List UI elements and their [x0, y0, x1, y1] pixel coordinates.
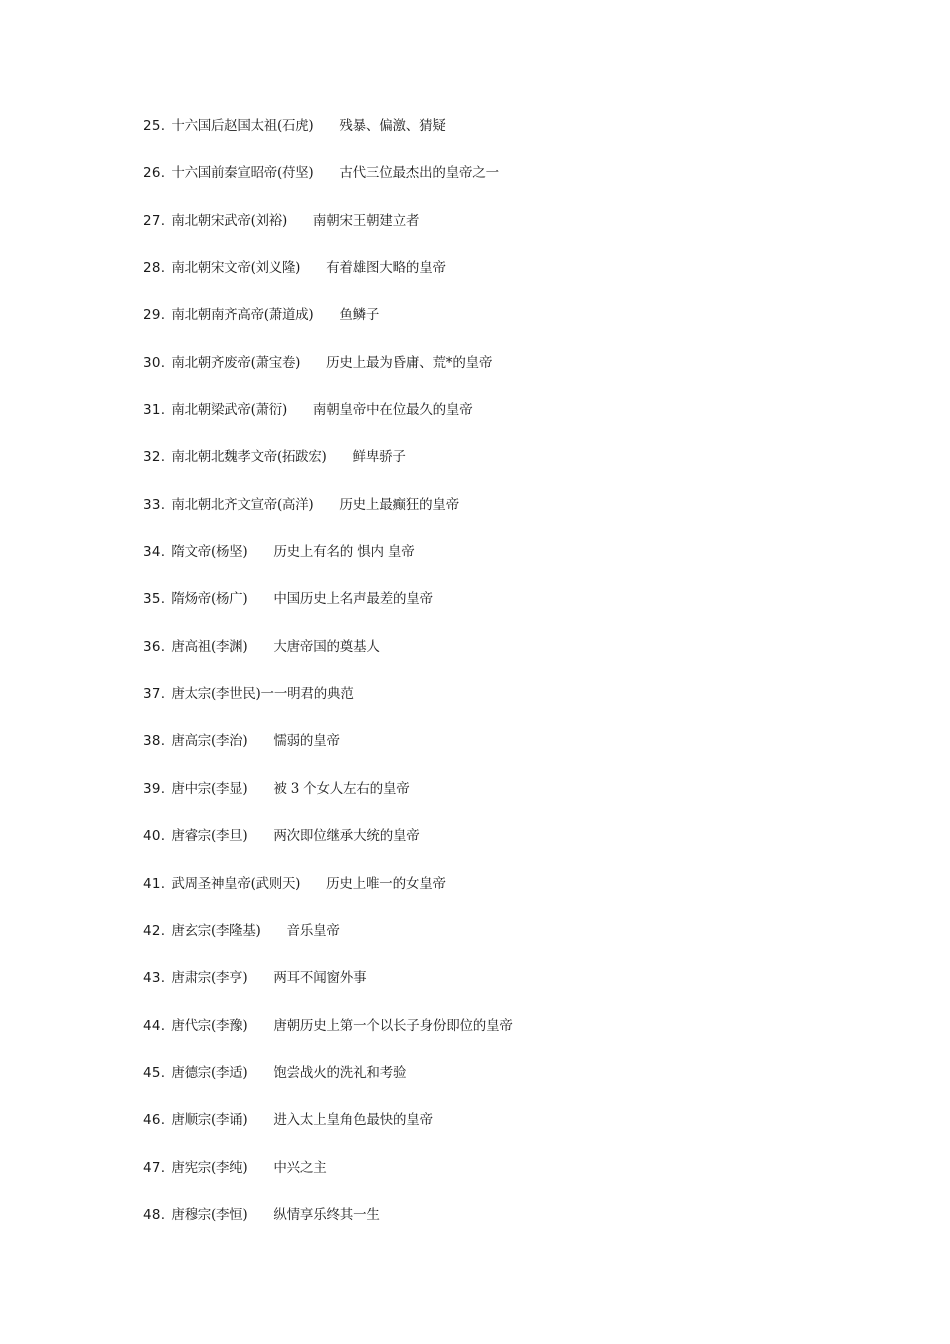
item-number: 33. [143, 496, 166, 513]
list-item [143, 921, 513, 968]
emperor-name: 南北朝宋武帝(刘裕) [171, 212, 287, 229]
item-number: 28. [143, 260, 166, 277]
item-number: 37. [143, 686, 166, 703]
list-item [143, 400, 513, 447]
emperor-name: 南北朝北魏孝文帝(拓跋宏) [171, 449, 327, 466]
item-number: 40. [143, 828, 166, 845]
item-number: 39. [143, 780, 166, 797]
list-item [143, 684, 513, 731]
item-number: 26. [143, 165, 166, 182]
item-number: 41. [143, 875, 166, 892]
list-item [143, 495, 513, 542]
emperor-name: 唐顺宗(李诵) [171, 1112, 248, 1129]
list-item [143, 542, 513, 589]
emperor-name: 南北朝北齐文宣帝(高洋) [171, 496, 314, 513]
item-number: 30. [143, 354, 166, 371]
emperor-description: 音乐皇帝 [286, 922, 340, 939]
emperor-name: 唐德宗(李适) [171, 1064, 248, 1081]
list-item [143, 1016, 513, 1063]
emperor-name: 唐高宗(李治) [171, 733, 248, 750]
emperor-description: 中兴之主 [273, 1159, 327, 1176]
emperor-name: 武周圣神皇帝(武则天) [171, 875, 301, 892]
item-number: 31. [143, 402, 166, 419]
item-number: 32. [143, 449, 166, 466]
list-item [143, 731, 513, 778]
list-item [143, 968, 513, 1015]
list-item [143, 258, 513, 305]
emperor-name: 南北朝齐废帝(萧宝卷) [171, 354, 301, 371]
emperor-name: 唐玄宗(李隆基) [171, 922, 261, 939]
list-item [143, 447, 513, 494]
item-number: 36. [143, 638, 166, 655]
list-item [143, 779, 513, 826]
emperor-description: 纵情享乐终其一生 [273, 1206, 380, 1223]
emperor-name: 十六国后赵国太祖(石虎) [171, 118, 314, 134]
emperor-name: 唐中宗(李显) [171, 780, 248, 797]
item-number: 25. [143, 118, 166, 134]
list-item [143, 826, 513, 873]
item-number: 35. [143, 591, 166, 608]
emperor-name: 隋炀帝(杨广) [171, 591, 248, 608]
emperor-description: 中国历史上名声最差的皇帝 [273, 591, 433, 608]
emperor-description: 饱尝战火的洗礼和考验 [273, 1064, 407, 1081]
emperor-description: 唐朝历史上第一个以长子身份即位的皇帝 [273, 1017, 513, 1034]
item-number: 27. [143, 212, 166, 229]
item-number: 29. [143, 307, 166, 324]
list-item [143, 589, 513, 636]
emperor-name: 南北朝南齐高帝(萧道成) [171, 307, 314, 324]
emperor-description: 一一明君的典范 [260, 686, 354, 703]
list-item [143, 163, 513, 210]
emperor-description: 历史上有名的 惧内 皇帝 [273, 544, 415, 561]
list-item [143, 211, 513, 258]
emperor-description: 鱼鳞子 [339, 307, 380, 324]
emperor-name: 唐太宗(李世民) [171, 686, 261, 703]
list-item [143, 353, 513, 400]
emperor-description: 南朝皇帝中在位最久的皇帝 [312, 402, 473, 419]
emperor-name: 隋文帝(杨坚) [171, 544, 248, 561]
emperor-description: 历史上唯一的女皇帝 [326, 875, 446, 892]
emperor-description: 大唐帝国的奠基人 [273, 638, 380, 655]
list-item [143, 637, 513, 684]
list-item [143, 1110, 513, 1157]
emperor-name: 南北朝宋文帝(刘义隆) [171, 260, 301, 277]
item-number: 42. [143, 922, 166, 939]
emperor-name: 唐肃宗(李亨) [171, 970, 248, 987]
emperor-description: 两次即位继承大统的皇帝 [273, 828, 420, 845]
emperor-description: 古代三位最杰出的皇帝之一 [339, 165, 499, 182]
emperor-description: 进入太上皇角色最快的皇帝 [273, 1112, 433, 1129]
item-number: 48. [143, 1206, 166, 1223]
emperor-description: 鲜卑骄子 [352, 449, 406, 466]
emperor-description: 历史上最癫狂的皇帝 [339, 496, 460, 513]
item-number: 45. [143, 1064, 166, 1081]
emperor-list [143, 116, 513, 1252]
emperor-name: 唐高祖(李渊) [171, 638, 248, 655]
emperor-name: 唐代宗(李豫) [171, 1017, 248, 1034]
list-item [143, 1158, 513, 1205]
item-number: 47. [143, 1159, 166, 1176]
emperor-description: 南朝宋王朝建立者 [312, 212, 420, 229]
list-item [143, 305, 513, 352]
item-number: 38. [143, 733, 166, 750]
emperor-description: 残暴、偏激、猜疑 [339, 118, 446, 134]
item-number: 46. [143, 1112, 166, 1129]
emperor-description: 懦弱的皇帝 [273, 733, 340, 750]
emperor-description: 被 3 个女人左右的皇帝 [273, 780, 410, 797]
emperor-name: 唐宪宗(李纯) [171, 1159, 248, 1176]
item-number: 34. [143, 544, 166, 561]
emperor-description: 有着雄图大略的皇帝 [326, 260, 446, 277]
list-item [143, 1205, 513, 1252]
list-item [143, 116, 513, 163]
emperor-description: 历史上最为昏庸、荒*的皇帝 [326, 354, 493, 371]
emperor-name: 十六国前秦宣昭帝(苻坚) [171, 165, 314, 182]
list-item [143, 874, 513, 921]
emperor-name: 唐睿宗(李旦) [171, 828, 248, 845]
list-item [143, 1063, 513, 1110]
item-number: 44. [143, 1017, 166, 1034]
item-number: 43. [143, 970, 166, 987]
emperor-name: 唐穆宗(李恒) [171, 1206, 248, 1223]
emperor-description: 两耳不闻窗外事 [273, 970, 367, 987]
emperor-name: 南北朝梁武帝(萧衍) [171, 402, 287, 419]
